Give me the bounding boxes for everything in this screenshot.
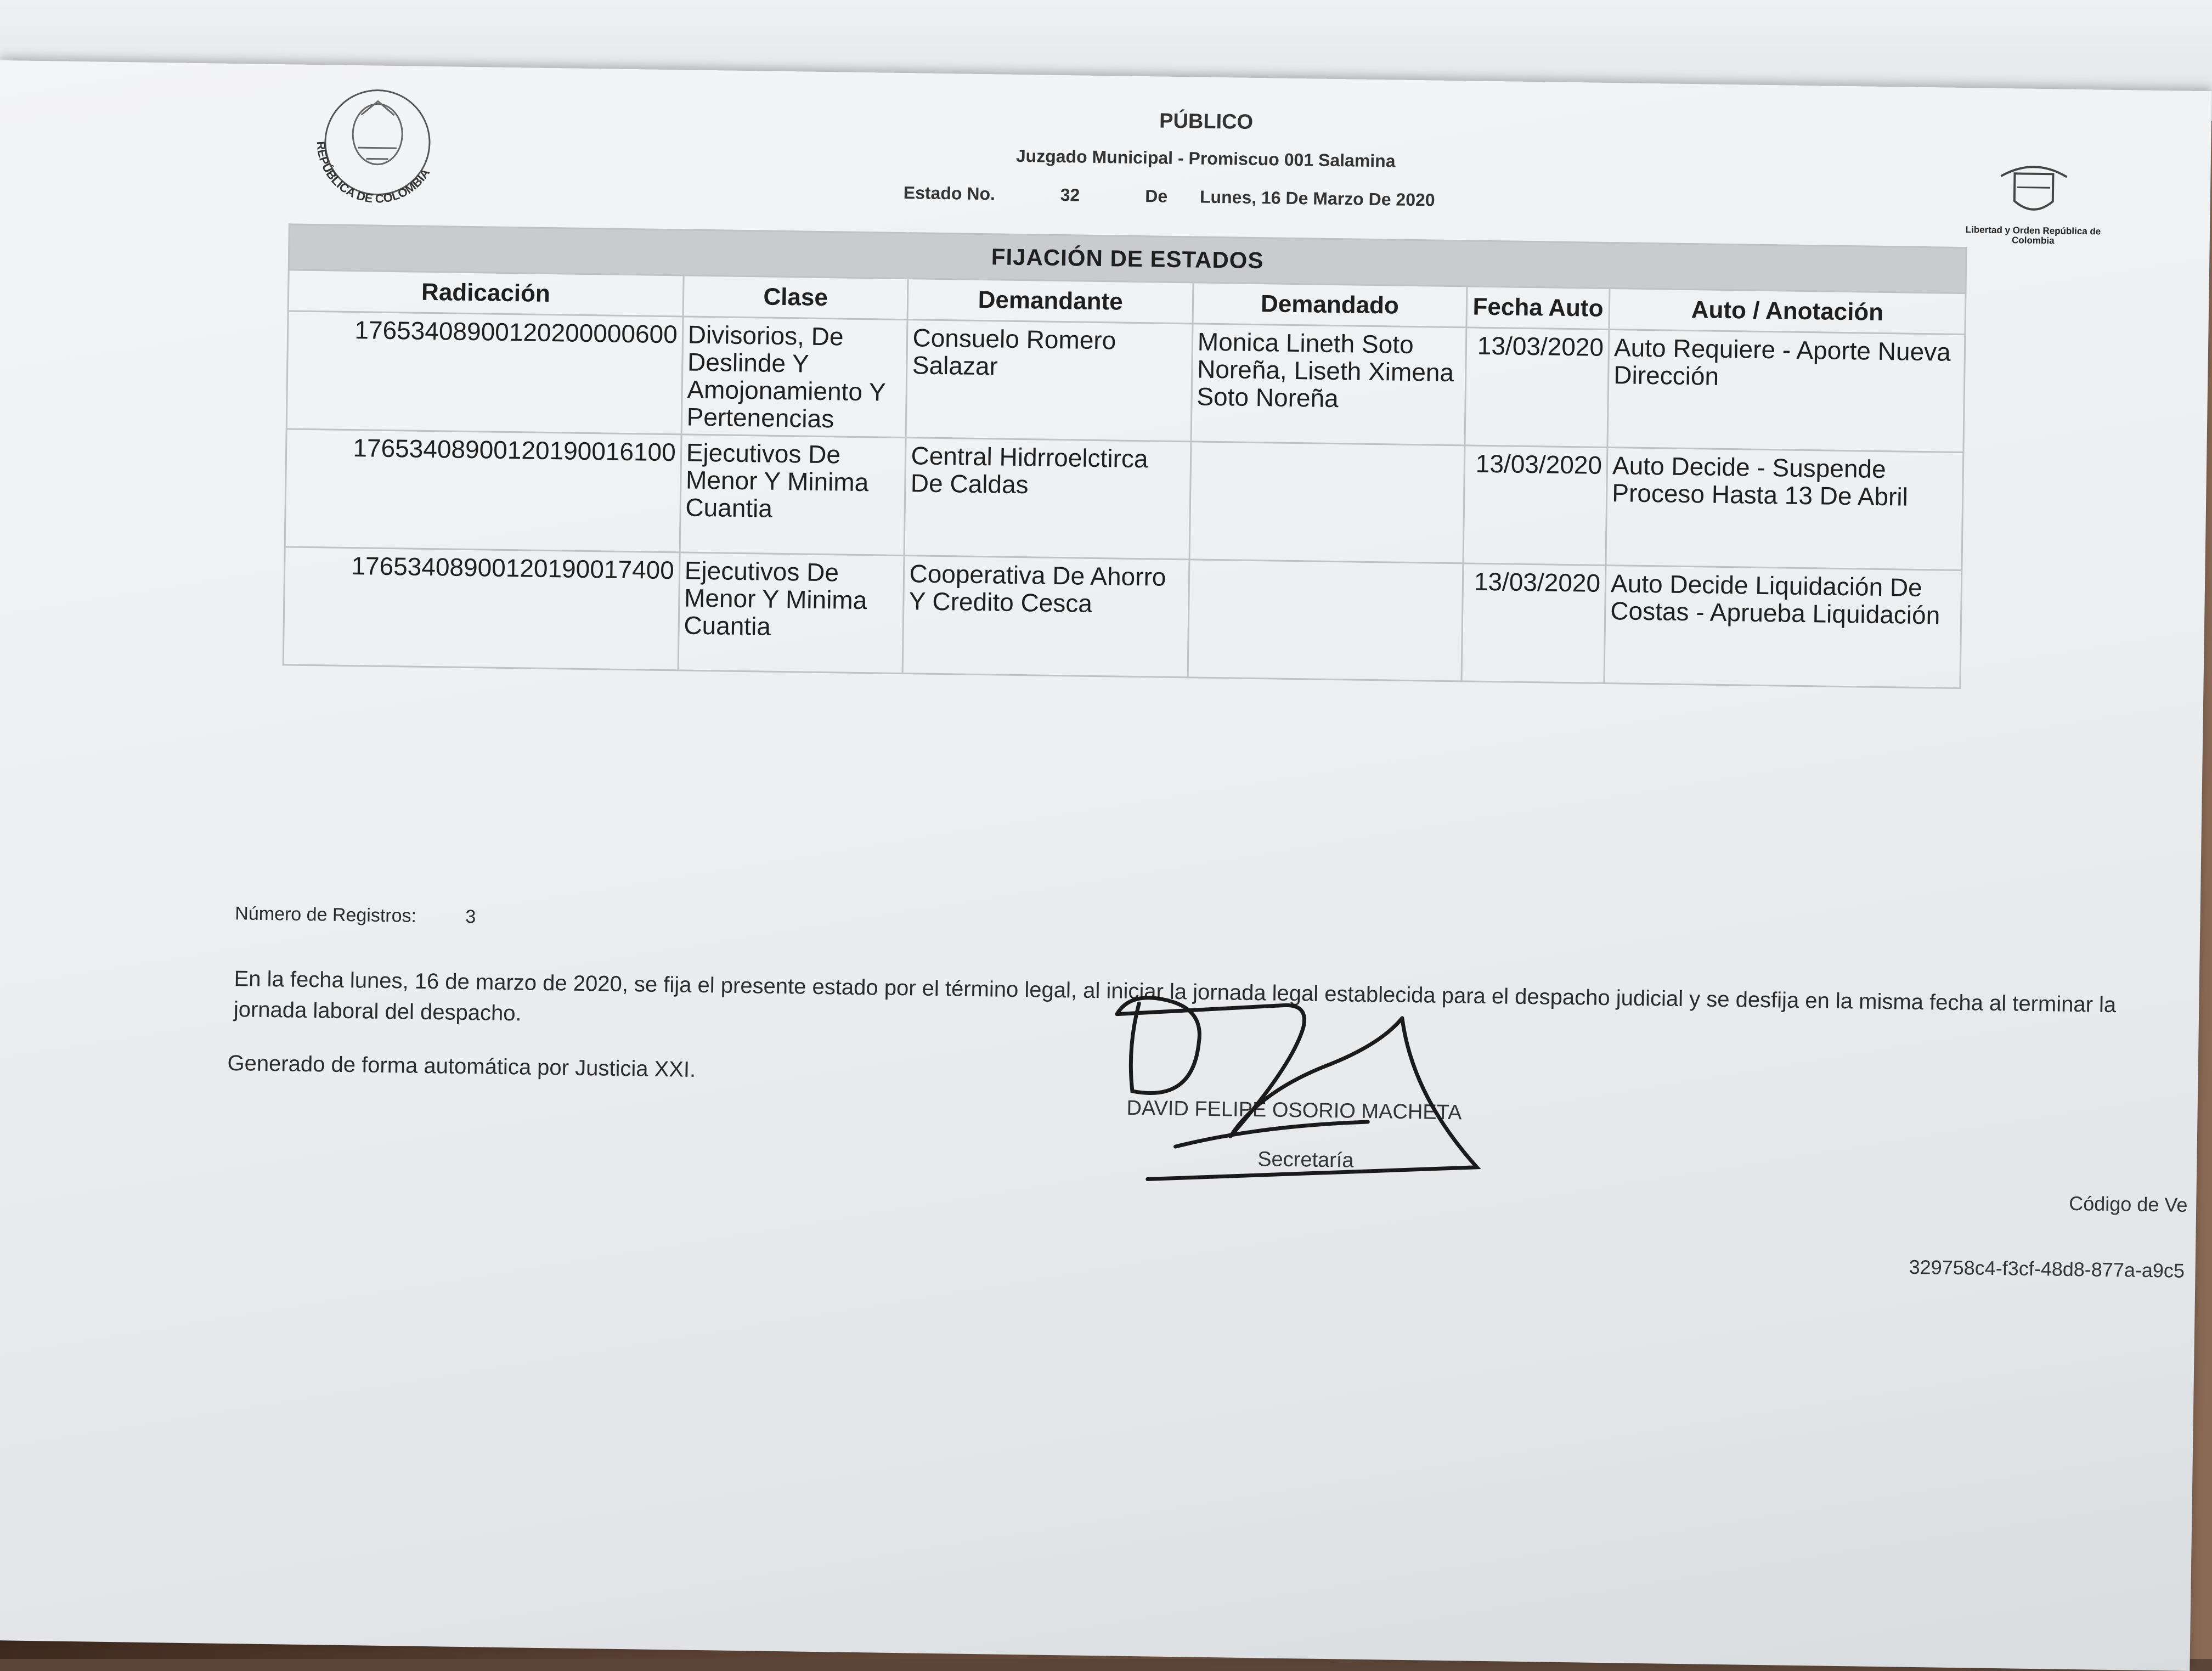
cell-radicacion: 17653408900120190017400 bbox=[283, 547, 680, 670]
colombia-shield-seal bbox=[1961, 159, 2106, 271]
cell-fecha-auto: 13/03/2020 bbox=[1463, 445, 1607, 566]
table-row bbox=[286, 311, 1965, 453]
shield-icon bbox=[1962, 159, 2106, 227]
signer-role: Secretaría bbox=[1257, 1148, 1354, 1172]
cell-anotacion: Auto Decide Liquidación De Costas - Aprueba Liquidación bbox=[1604, 565, 1962, 688]
cell-demandante: Central Hidrroelctirca De Caldas bbox=[905, 438, 1191, 560]
codigo-verificacion-value: 329758c4-f3cf-48d8-877a-a9c5 bbox=[1909, 1255, 2185, 1282]
estado-date: Lunes, 16 De Marzo De 2020 bbox=[1199, 187, 1435, 210]
cell-clase: Ejecutivos De Menor Y Minima Cuantia bbox=[680, 434, 906, 556]
signer-name: DAVID FELIPE OSORIO MACHETA bbox=[1126, 1096, 1462, 1125]
registros-count: 3 bbox=[465, 906, 476, 928]
registros-line bbox=[235, 903, 476, 928]
estado-line bbox=[904, 183, 1435, 211]
cell-anotacion: Auto Requiere - Aporte Nueva Dirección bbox=[1607, 329, 1965, 452]
cell-demandante: Consuelo Romero Salazar bbox=[906, 320, 1193, 442]
cell-clase: Ejecutivos De Menor Y Minima Cuantia bbox=[678, 552, 905, 674]
de-label: De bbox=[1145, 186, 1168, 206]
svg-text:REPÚBLICA DE COLOMBIA bbox=[313, 140, 433, 206]
cell-radicacion: 17653408900120200000600 bbox=[286, 311, 683, 434]
colombia-seal-icon bbox=[294, 81, 461, 226]
cell-anotacion: Auto Decide - Suspende Proceso Hasta 13 De Abril bbox=[1606, 447, 1963, 570]
cell-demandado bbox=[1188, 560, 1463, 681]
table-row bbox=[285, 429, 1963, 571]
cell-fecha-auto: 13/03/2020 bbox=[1462, 563, 1606, 684]
seal-right-text: Libertad y Orden República de Colombia bbox=[1965, 224, 2101, 246]
fijacion-statement: En la fecha lunes, 16 de marzo de 2020, se fija el presente estado por el término legal, al iniciar la jornada legal establecida para el despacho judicial y se desfija en la misma fecha al terminar la jornada laboral del despacho. bbox=[233, 967, 2117, 1026]
codigo-verificacion-label: Código de Ve bbox=[2068, 1192, 2188, 1216]
handwritten-signature bbox=[1092, 981, 1589, 1196]
cell-clase: Divisorios, De Deslinde Y Amojonamiento Y Pertenencias bbox=[681, 317, 908, 438]
cell-demandado: Monica Lineth Soto Noreña, Liseth Ximena Soto Noreña bbox=[1191, 324, 1466, 445]
seal-left-text: REPÚBLICA DE COLOMBIA bbox=[314, 140, 433, 206]
estado-number: 32 bbox=[1060, 185, 1080, 205]
generated-note: Generado de forma automática por Justicia XXI. bbox=[227, 1051, 696, 1082]
column-header-demandado: Demandado bbox=[1193, 283, 1467, 328]
estado-label: Estado No. bbox=[903, 183, 996, 204]
document-page bbox=[0, 60, 2212, 1671]
cell-demandado bbox=[1189, 442, 1465, 563]
table-row bbox=[283, 547, 1962, 688]
page-title: PÚBLICO bbox=[1159, 109, 1254, 134]
estados-table bbox=[283, 223, 1967, 689]
cell-demandante: Cooperativa De Ahorro Y Credito Cesca bbox=[903, 556, 1189, 678]
cell-radicacion: 17653408900120190016100 bbox=[285, 429, 681, 552]
cell-fecha-auto: 13/03/2020 bbox=[1465, 328, 1609, 448]
column-header-clase: Clase bbox=[683, 275, 909, 320]
column-header-demandante: Demandante bbox=[908, 279, 1193, 324]
table-band-title: FIJACIÓN DE ESTADOS bbox=[289, 224, 1966, 293]
column-header-radicacion: Radicación bbox=[288, 270, 684, 317]
column-header-fecha-auto: Fecha Auto bbox=[1466, 286, 1610, 330]
column-header-anotacion: Auto / Anotación bbox=[1609, 289, 1966, 335]
registros-label: Número de Registros: bbox=[235, 903, 417, 927]
court-name: Juzgado Municipal - Promiscuo 001 Salamina bbox=[1015, 145, 1396, 171]
